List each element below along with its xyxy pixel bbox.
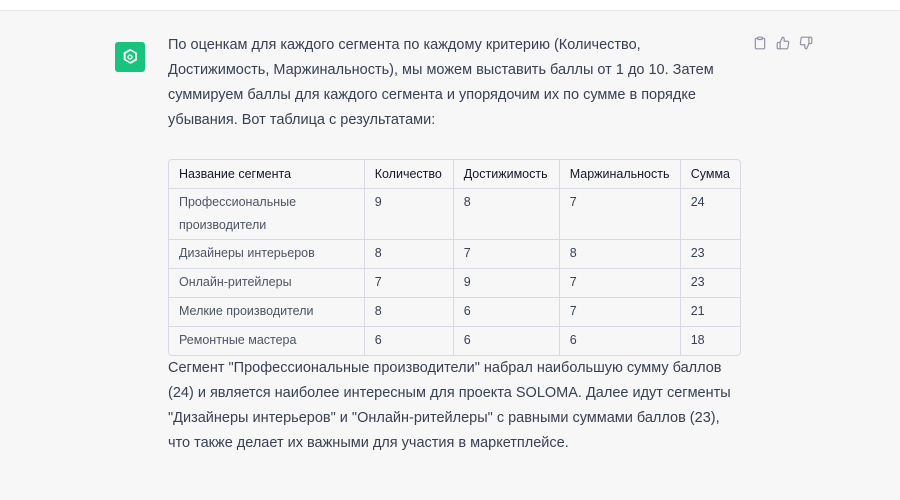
- top-bar: [0, 0, 900, 11]
- col-header-sum: Сумма: [681, 160, 740, 189]
- like-button[interactable]: [774, 34, 792, 52]
- segment-name-cell: Ремонтные мастера: [169, 327, 365, 355]
- clipboard-icon: [753, 36, 767, 50]
- margin-cell: 7: [560, 269, 681, 298]
- copy-button[interactable]: [751, 34, 769, 52]
- margin-cell: 8: [560, 240, 681, 269]
- message-content: [168, 33, 743, 456]
- segment-name-cell: Онлайн-ритейлеры: [169, 269, 365, 298]
- margin-cell: 6: [560, 327, 681, 355]
- reachability-cell: 7: [454, 240, 560, 269]
- table-row: [169, 189, 740, 240]
- quantity-cell: 9: [365, 189, 454, 240]
- thumbs-down-icon: [799, 36, 813, 50]
- margin-cell: 7: [560, 189, 681, 240]
- results-table: [168, 159, 741, 356]
- table-row: [169, 327, 740, 355]
- thumbs-up-icon: [776, 36, 790, 50]
- reachability-cell: 6: [454, 298, 560, 327]
- table-row: [169, 269, 740, 298]
- segment-name-cell: Мелкие производители: [169, 298, 365, 327]
- quantity-cell: 8: [365, 240, 454, 269]
- quantity-cell: 7: [365, 269, 454, 298]
- table-row: [169, 240, 740, 269]
- assistant-message: [0, 11, 900, 500]
- col-header-segment: Название сегмента: [169, 160, 365, 189]
- reachability-cell: 9: [454, 269, 560, 298]
- sum-cell: 18: [690, 333, 705, 347]
- sum-cell: 21: [681, 298, 740, 327]
- segment-name-cell: Профессиональные производители: [169, 189, 365, 240]
- table-row: [169, 298, 740, 327]
- sum-cell: 23: [681, 269, 740, 298]
- reachability-cell: 8: [454, 189, 560, 240]
- col-header-quantity: Количество: [365, 160, 454, 189]
- col-header-reachability: Достижимость: [454, 160, 560, 189]
- quantity-cell: 6: [365, 327, 454, 355]
- table-header-row: [169, 160, 740, 189]
- sum-cell: 24: [681, 189, 740, 240]
- openai-logo-icon: [120, 47, 140, 67]
- reachability-cell: 6: [454, 327, 560, 355]
- sum-cell: 23: [681, 240, 740, 269]
- dislike-button[interactable]: [797, 34, 815, 52]
- segment-name-cell: Дизайнеры интерьеров: [169, 240, 365, 269]
- margin-cell: 7: [560, 298, 681, 327]
- assistant-avatar: [115, 42, 145, 72]
- message-actions: [751, 34, 815, 52]
- intro-paragraph: По оценкам для каждого сегмента по каждому критерию (Количество, Достижимость, Маржинальность), мы можем выставить баллы от 1 до 10. Затем суммируем баллы для каждого сегмента и упорядочим их по сумме в порядке убывания. Вот таблица с результатами:: [168, 37, 714, 128]
- quantity-cell: 8: [365, 298, 454, 327]
- col-header-margin: Маржинальность: [560, 160, 681, 189]
- conclusion-paragraph: Сегмент "Профессиональные производители" набрал наибольшую сумму баллов (24) и является наиболее интересным для проекта SOLOMA. Далее идут сегменты "Дизайнеры интерьеров" и "Онлайн-ритейлеры" с равными суммами баллов (23), что также делает их важными для участия в маркетплейсе.: [168, 360, 731, 451]
